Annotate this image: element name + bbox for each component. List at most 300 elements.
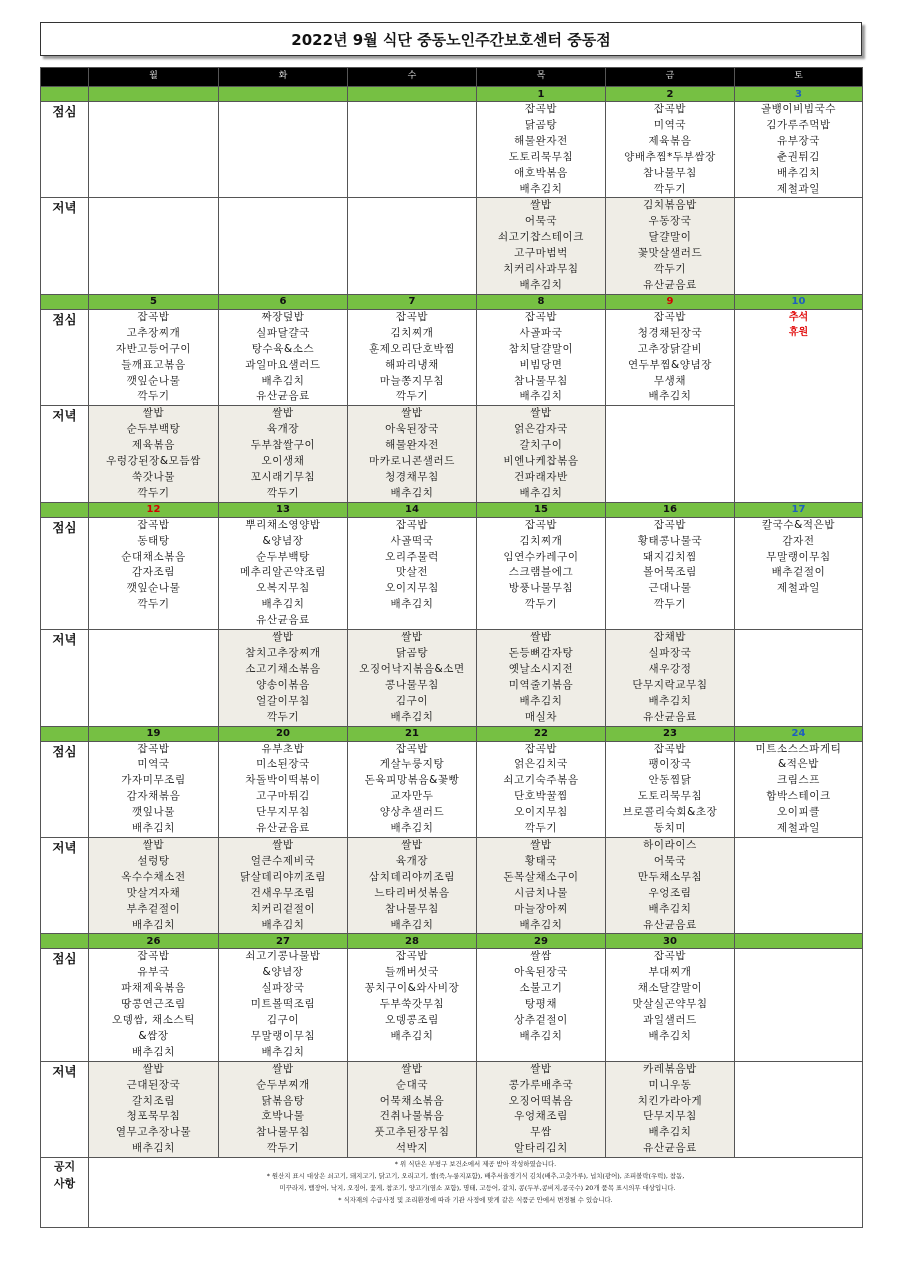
- menu-item: 감자조림: [132, 566, 175, 579]
- menu-item: 잡곡밥: [137, 742, 170, 755]
- menu-item: 설렁탕: [137, 854, 170, 867]
- menu-item: 비빔당면: [519, 358, 563, 371]
- menu-item: 유산균음료: [256, 614, 310, 627]
- menu-item: 시금치나물: [514, 886, 568, 899]
- menu-item: 치커리겉절이: [250, 902, 316, 915]
- menu-item: 옥수수채소전: [121, 870, 186, 883]
- menu-item: 유산균음료: [643, 1142, 697, 1155]
- notice-line: * 위 식단은 부평구 보건소에서 제공 받아 작성하였습니다.: [394, 1160, 557, 1169]
- menu-item: 안동찜닭: [648, 774, 692, 787]
- menu-item: 배추김치: [261, 1045, 305, 1058]
- menu-item: 동치미: [653, 822, 687, 835]
- menu-item: 맛살겨자채: [126, 886, 181, 899]
- date-cell: 23: [606, 726, 735, 741]
- menu-item: 탕평채: [524, 998, 558, 1011]
- menu-item: 김치찌개: [519, 534, 563, 547]
- menu-item: 얽은김치국: [514, 758, 568, 771]
- menu-item: 콩가루배추국: [508, 1078, 574, 1091]
- menu-item: 유산균음료: [643, 918, 697, 931]
- lunch-menu-cell: [477, 949, 606, 1061]
- menu-item: 쇠고기찹스테이크: [498, 231, 584, 244]
- menu-item: 배추김치: [519, 278, 563, 291]
- menu-item: 깍두기: [395, 390, 429, 403]
- notice-line: 미꾸라지, 뱀장어, 낙지, 오징어, 꽃게, 참조기, 양고기(염소 포함), 명태, 고등어, 갈치, 콩(두부,콩비지,콩국수) 20개 품목 표시의무 대상입니다.: [275, 1184, 676, 1193]
- menu-item: 참나물무침: [514, 374, 568, 387]
- menu-item: 느타리버섯볶음: [374, 886, 450, 899]
- menu-item: 잡곡밥: [653, 518, 687, 531]
- menu-item: &양념장: [262, 534, 304, 547]
- menu-item: 달걀말이: [648, 231, 692, 244]
- menu-item: 배추김치: [261, 374, 305, 387]
- menu-item: 오이지무침: [385, 582, 439, 595]
- lunch-menu-cell: [606, 102, 735, 198]
- menu-item: 갈치조림: [132, 1094, 175, 1107]
- lunch-label: 점심: [41, 949, 89, 1061]
- menu-item: 깻잎순나물: [126, 582, 181, 595]
- menu-item: 미트볼떡조림: [250, 998, 316, 1011]
- menu-item: 방풍나물무침: [508, 582, 574, 595]
- menu-item: 배추김치: [648, 1126, 692, 1139]
- weekday-header-row: [41, 68, 863, 87]
- menu-item: 잡곡밥: [653, 103, 687, 115]
- menu-item: 닭곰탕: [395, 647, 429, 659]
- lunch-menu-cell: [606, 949, 735, 1061]
- menu-item: 깻잎순나물: [126, 374, 181, 387]
- lunch-row: [41, 741, 863, 837]
- holiday-name: 추석: [788, 311, 809, 323]
- menu-item: 배추김치: [261, 598, 305, 611]
- menu-item: 짜장덮밥: [261, 310, 305, 323]
- menu-item: 석박지: [395, 1142, 429, 1155]
- menu-item: 배추겉절이: [771, 566, 826, 579]
- menu-item: 함박스테이크: [766, 790, 831, 803]
- date-cell: 26: [89, 934, 219, 949]
- menu-item: &양념장: [262, 966, 304, 979]
- notice-line: * 원산지 표시 대상은 쇠고기, 돼지고기, 닭고기, 오리고기, 쌀(죽,누룽지포함), 배추서울경기식 김치(배추,고춧가루), 넙치(광어), 조피볼락(우럭), 참돔,: [266, 1172, 685, 1181]
- dinner-menu-cell: [477, 1061, 606, 1157]
- menu-item: 해물완자전: [385, 439, 439, 452]
- menu-item: 유부장국: [777, 134, 820, 147]
- menu-item: 오뎅쌈, 채소스틱: [111, 1014, 196, 1027]
- menu-item: 배추김치: [132, 918, 175, 931]
- menu-item: 얼큰수제비국: [250, 854, 316, 867]
- lunch-menu-cell: [89, 309, 219, 405]
- menu-item: 미니우동: [648, 1078, 692, 1091]
- lunch-menu-cell: [348, 741, 477, 837]
- menu-item: 참나물무침: [385, 902, 439, 915]
- dinner-menu-cell: [219, 837, 348, 933]
- date-row: [41, 502, 863, 517]
- menu-item: 치커리사과무침: [503, 263, 579, 276]
- lunch-menu-cell: [219, 517, 348, 629]
- menu-item: 유부국: [137, 966, 170, 979]
- dinner-menu-cell: [219, 1061, 348, 1157]
- menu-item: 순대국: [395, 1078, 429, 1091]
- menu-item: 김구이: [395, 694, 429, 707]
- page-title: 2022년 9월 식단 중동노인주간보호센터 중동점: [40, 22, 862, 56]
- lunch-menu-cell: [606, 309, 735, 405]
- menu-item: 참치고추장찌개: [245, 647, 321, 659]
- menu-item: 스크램블에그: [508, 566, 574, 579]
- date-cell: 8: [477, 294, 606, 309]
- menu-item: 크림스프: [777, 774, 820, 787]
- menu-item: 배추김치: [648, 902, 692, 915]
- menu-item: 풋고추된장무침: [374, 1126, 450, 1139]
- dinner-menu-cell: [606, 1061, 735, 1157]
- date-row-spacer: [41, 502, 89, 517]
- menu-item: 콩나물무침: [385, 678, 439, 691]
- date-cell: 29: [477, 934, 606, 949]
- menu-item: 만두채소무침: [637, 870, 703, 883]
- menu-item: 새우강정: [648, 662, 692, 675]
- menu-item: 들깨표고볶음: [121, 358, 186, 371]
- menu-item: 쌀밥: [530, 838, 552, 851]
- menu-item: 근대나물: [648, 582, 692, 595]
- lunch-menu-cell: [735, 102, 863, 198]
- menu-item: 김치볶음밥: [643, 199, 697, 212]
- menu-item: 잡곡밥: [653, 950, 687, 963]
- date-cell: [219, 87, 348, 102]
- meal-calendar-table: [40, 67, 863, 1228]
- weekday-header: 금: [606, 68, 735, 87]
- menu-item: 감자전: [782, 534, 815, 547]
- menu-item: 배추김치: [519, 182, 563, 195]
- menu-item: 양배추찜*두부쌈장: [624, 150, 716, 163]
- menu-item: 배추김치: [519, 486, 563, 499]
- menu-item: 미트소스스파게티: [755, 742, 842, 755]
- dinner-menu-cell: [477, 837, 606, 933]
- menu-item: 잡곡밥: [524, 518, 558, 531]
- menu-item: 배추김치: [390, 710, 434, 723]
- menu-item: 잡채밥: [653, 631, 687, 644]
- date-cell: 19: [89, 726, 219, 741]
- menu-item: 해물완자전: [514, 134, 568, 147]
- menu-item: 유부초밥: [261, 742, 305, 755]
- lunch-menu-cell: [477, 741, 606, 837]
- menu-item: 감자채볶음: [126, 790, 181, 803]
- menu-item: 육개장: [266, 423, 300, 436]
- menu-item: 과일마요샐러드: [245, 358, 321, 371]
- menu-item: 얼갈이무침: [256, 694, 310, 707]
- menu-item: 오뎅콩조림: [385, 1014, 439, 1027]
- dinner-menu-cell: [606, 837, 735, 933]
- menu-item: 우엉채조림: [514, 1110, 568, 1123]
- menu-item: 갈치구이: [519, 439, 563, 452]
- menu-item: 배추김치: [519, 390, 563, 403]
- menu-item: 실파달걀국: [256, 326, 310, 339]
- menu-item: 어묵채소볶음: [379, 1094, 445, 1107]
- menu-item: 임연수카레구이: [503, 550, 579, 563]
- menu-item: 볼어묵조림: [643, 566, 697, 579]
- menu-item: 단호박꿀찜: [514, 790, 568, 803]
- menu-item: 건새우무조림: [250, 886, 316, 899]
- menu-item: 건취나물볶음: [379, 1110, 445, 1123]
- menu-item: 잡곡밥: [137, 310, 170, 323]
- menu-item: 깍두기: [266, 1142, 300, 1155]
- menu-item: 미역줄기볶음: [508, 678, 574, 691]
- menu-item: 쌀밥: [530, 407, 552, 420]
- menu-item: 무생채: [653, 374, 687, 387]
- lunch-label: 점심: [41, 741, 89, 837]
- dinner-menu-cell: [606, 198, 735, 294]
- menu-item: 사골파국: [519, 326, 563, 339]
- menu-item: 깍두기: [137, 390, 170, 403]
- menu-item: 닭곰탕: [524, 118, 558, 131]
- notice-label-line: 사항: [53, 1177, 76, 1191]
- menu-item: 배추김치: [648, 390, 692, 403]
- lunch-menu-cell: [477, 517, 606, 629]
- menu-item: 고구마범벅: [514, 247, 568, 260]
- lunch-menu-cell: [219, 309, 348, 405]
- menu-item: 카레볶음밥: [643, 1062, 697, 1075]
- menu-item: 오이지무침: [514, 806, 568, 819]
- lunch-menu-cell: [348, 309, 477, 405]
- menu-item: 자반고등어구이: [115, 342, 192, 355]
- date-cell: 13: [219, 502, 348, 517]
- menu-item: 교자만두: [390, 790, 434, 803]
- lunch-menu-cell: [477, 309, 606, 405]
- menu-item: 꽁치구이&와사비장: [364, 982, 460, 995]
- menu-item: 잡곡밥: [137, 950, 170, 963]
- menu-item: 돈육피망볶음&꽃빵: [364, 774, 460, 787]
- dinner-label: 저녁: [41, 837, 89, 933]
- menu-item: 깍두기: [266, 710, 300, 723]
- date-cell: 3: [735, 87, 863, 102]
- menu-item: 오리주물럭: [385, 550, 439, 563]
- menu-item: 단무지무침: [256, 806, 310, 819]
- menu-item: 땅콩연근조림: [121, 998, 186, 1011]
- menu-item: 청경채된장국: [637, 326, 703, 339]
- menu-item: 잡곡밥: [395, 742, 429, 755]
- menu-item: 쑥갓나물: [132, 470, 175, 483]
- lunch-menu-cell: [735, 741, 863, 837]
- dinner-menu-cell: [89, 198, 219, 294]
- menu-item: 삼치데리야끼조림: [369, 870, 455, 883]
- dinner-menu-cell: [477, 198, 606, 294]
- menu-item: 육개장: [395, 854, 429, 867]
- menu-item: 무말랭이무침: [766, 550, 831, 563]
- lunch-label: 점심: [41, 309, 89, 405]
- lunch-menu-cell: [89, 741, 219, 837]
- date-row-spacer: [41, 294, 89, 309]
- menu-item: 제철과일: [777, 182, 820, 195]
- lunch-menu-cell: [606, 741, 735, 837]
- menu-item: 연두부찜&양념장: [628, 358, 712, 371]
- menu-item: 아욱된장국: [514, 966, 568, 979]
- menu-item: 배추김치: [519, 1029, 563, 1042]
- menu-item: 배추김치: [390, 822, 434, 835]
- menu-item: 참나물무침: [256, 1126, 310, 1139]
- date-cell: 5: [89, 294, 219, 309]
- menu-item: 쌀밥: [401, 407, 423, 420]
- menu-item: 과일샐러드: [643, 1014, 697, 1027]
- menu-item: 순두부백탕: [256, 550, 310, 563]
- menu-item: 배추김치: [648, 1029, 692, 1042]
- menu-item: 미역국: [137, 758, 170, 771]
- menu-item: 마늘장아찌: [514, 902, 568, 915]
- menu-item: 잡곡밥: [653, 742, 687, 755]
- lunch-row: [41, 949, 863, 1061]
- dinner-menu-cell: [477, 406, 606, 502]
- menu-item: 배추김치: [390, 1029, 434, 1042]
- menu-item: 잡곡밥: [524, 742, 558, 755]
- date-cell: 2: [606, 87, 735, 102]
- menu-item: 제철과일: [777, 582, 820, 595]
- menu-item: 청포묵무침: [126, 1110, 181, 1123]
- menu-item: 단무지무침: [643, 1110, 697, 1123]
- dinner-menu-cell: [89, 1061, 219, 1157]
- menu-item: 팽이장국: [648, 758, 692, 771]
- menu-item: 쌀밥: [530, 199, 552, 212]
- menu-item: 쌀밥: [530, 1062, 552, 1075]
- menu-item: 단무지락교무침: [632, 678, 708, 691]
- date-cell: 1: [477, 87, 606, 102]
- weekday-header: 월: [89, 68, 219, 87]
- date-cell: 28: [348, 934, 477, 949]
- menu-item: 비엔나케찹볶음: [503, 455, 579, 468]
- menu-item: 쌀밥: [272, 631, 294, 644]
- dinner-menu-cell: [219, 630, 348, 726]
- date-cell: 9: [606, 294, 735, 309]
- dinner-menu-cell: [219, 406, 348, 502]
- lunch-row: [41, 102, 863, 198]
- menu-item: 소불고기: [519, 982, 563, 995]
- dinner-menu-cell: [89, 630, 219, 726]
- date-row-spacer: [41, 934, 89, 949]
- dinner-menu-cell: [606, 630, 735, 726]
- menu-item: 배추김치: [132, 822, 175, 835]
- lunch-menu-cell: [348, 517, 477, 629]
- menu-item: 우동장국: [648, 215, 692, 228]
- menu-item: 김가루주먹밥: [766, 118, 831, 131]
- holiday-closed-label: 휴원: [788, 326, 809, 338]
- menu-item: 사골떡국: [390, 534, 434, 547]
- menu-item: 유산균음료: [643, 710, 697, 723]
- menu-item: 깍두기: [524, 822, 558, 835]
- menu-item: 미소된장국: [256, 758, 310, 771]
- menu-item: 오징어떡볶음: [508, 1094, 574, 1107]
- lunch-menu-cell: [348, 949, 477, 1061]
- menu-item: 맛살전: [395, 566, 429, 579]
- menu-item: 얽은감자국: [514, 423, 568, 436]
- menu-item: 맛살실곤약무침: [632, 998, 708, 1011]
- menu-item: 실파장국: [648, 647, 692, 659]
- menu-item: 우엉조림: [648, 886, 692, 899]
- lunch-menu-cell: [219, 741, 348, 837]
- lunch-label: 점심: [41, 102, 89, 198]
- menu-item: 닭볶음탕: [261, 1094, 305, 1107]
- date-cell: [348, 87, 477, 102]
- menu-item: 오이피클: [777, 806, 820, 819]
- menu-item: 두부쑥갓무침: [379, 998, 445, 1011]
- menu-item: 순두부백탕: [126, 423, 181, 436]
- menu-item: 들깨버섯국: [385, 966, 439, 979]
- menu-item: 실파장국: [261, 982, 305, 995]
- menu-item: 부대찌개: [648, 966, 692, 979]
- dinner-menu-cell: [735, 837, 863, 933]
- lunch-row: [41, 309, 863, 405]
- dinner-label: 저녁: [41, 406, 89, 502]
- dinner-row: [41, 837, 863, 933]
- dinner-menu-cell: [219, 198, 348, 294]
- menu-item: 브로콜리숙회&초장: [622, 806, 718, 819]
- menu-item: 깍두기: [653, 263, 687, 276]
- lunch-menu-cell: [735, 949, 863, 1061]
- date-cell: 6: [219, 294, 348, 309]
- menu-item: 쌀쌈: [530, 950, 552, 963]
- menu-item: 두부참쌀구이: [250, 439, 316, 452]
- notice-label-line: 공지: [53, 1160, 76, 1174]
- dinner-menu-cell: [477, 630, 606, 726]
- menu-item: 마늘쫑지무침: [379, 374, 445, 387]
- dinner-label: 저녁: [41, 630, 89, 726]
- menu-item: 부추겉절이: [126, 902, 181, 915]
- menu-item: 쌀밥: [272, 407, 294, 420]
- dinner-row: [41, 630, 863, 726]
- weekday-header: 화: [219, 68, 348, 87]
- menu-item: &적은밥: [777, 758, 820, 771]
- menu-item: 깻잎나물: [132, 806, 175, 819]
- date-cell: 22: [477, 726, 606, 741]
- menu-item: 배추김치: [390, 918, 434, 931]
- menu-item: 메추리알곤약조림: [240, 566, 326, 579]
- lunch-menu-cell: [89, 949, 219, 1061]
- menu-item: 우렁강된장&모듬쌈: [106, 455, 201, 468]
- date-cell: [89, 87, 219, 102]
- menu-item: 쌀밥: [401, 838, 423, 851]
- menu-item: 도토리묵무침: [508, 150, 574, 163]
- menu-item: 애호박볶음: [514, 166, 568, 179]
- menu-item: 참치달걀말이: [508, 342, 574, 355]
- menu-item: 아욱된장국: [385, 423, 439, 436]
- menu-item: 골뱅이비빔국수: [760, 103, 837, 115]
- dinner-row: [41, 198, 863, 294]
- lunch-menu-cell: [219, 102, 348, 198]
- menu-item: 열무고추장나물: [115, 1126, 192, 1139]
- dinner-menu-cell: [735, 630, 863, 726]
- holiday-notice-cell: [735, 309, 863, 502]
- notice-text-cell: [89, 1158, 863, 1228]
- menu-item: 쌀밥: [142, 838, 165, 851]
- menu-item: 쇠고기콩나물밥: [245, 950, 321, 963]
- menu-item: 하이라이스: [643, 838, 697, 851]
- lunch-menu-cell: [606, 517, 735, 629]
- menu-item: 동태탕: [137, 534, 170, 547]
- lunch-row: [41, 517, 863, 629]
- menu-item: 순두부찌개: [256, 1078, 310, 1091]
- menu-item: 깍두기: [524, 598, 558, 611]
- menu-item: 어묵국: [524, 215, 558, 228]
- date-cell: 21: [348, 726, 477, 741]
- menu-item: 차돌박이떡볶이: [245, 774, 321, 787]
- menu-item: 마카로니콘샐러드: [369, 455, 455, 468]
- menu-item: 꼬시래기무침: [250, 470, 316, 483]
- menu-item: 꽃맛살샐러드: [637, 247, 703, 260]
- menu-item: 양상추샐러드: [379, 806, 445, 819]
- menu-item: 오복지무침: [256, 582, 310, 595]
- menu-item: 오징어낙지볶음&소면: [359, 662, 465, 675]
- menu-item: 배추김치: [519, 694, 563, 707]
- weekday-header: 목: [477, 68, 606, 87]
- date-row-spacer: [41, 726, 89, 741]
- dinner-menu-cell: [348, 406, 477, 502]
- menu-item: &쌈장: [138, 1029, 169, 1042]
- menu-item: 유산균음료: [256, 822, 310, 835]
- lunch-menu-cell: [89, 102, 219, 198]
- menu-item: 돈목살채소구이: [503, 870, 579, 883]
- notice-label: [41, 1158, 89, 1228]
- menu-item: 깍두기: [137, 486, 170, 499]
